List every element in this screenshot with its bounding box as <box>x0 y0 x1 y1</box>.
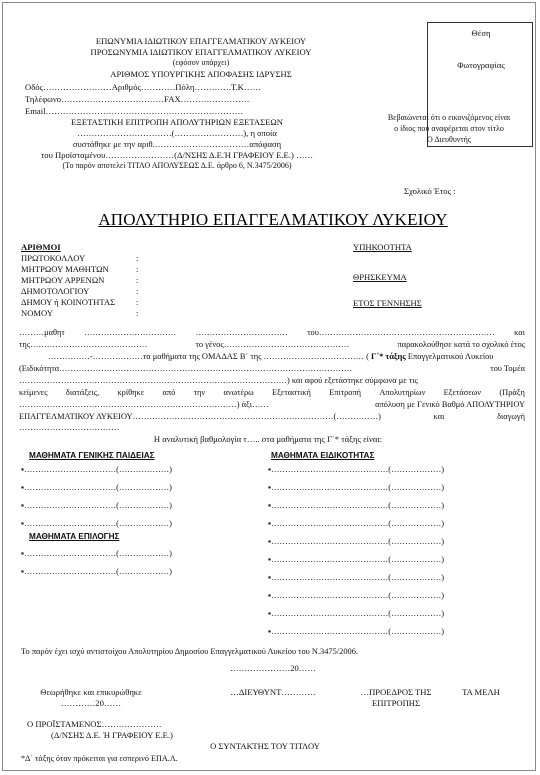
body-line-8: ΕΠΑΓΓΕΛΜΑΤΙΚΟΥ ΛΥΚΕΙΟΥ………………………………………………………………(……………) και διαγωγή <box>19 412 525 421</box>
colon: : <box>136 308 139 318</box>
body-line-7: ……………………………………………………………………) άξι…… απόλυση με Γενικό Βαθμό ΑΠΟΛΥΤΗΡΙΟΥ <box>19 400 525 409</box>
director-signature-label: …ΔΙΕΥΘΥΝΤ………… <box>230 687 316 697</box>
body-line-1: ………μαθητ …………………………… …………………………… του……………………………………………………… και <box>19 328 525 337</box>
general-grade-line: ▪……………………………(………………) <box>21 519 172 528</box>
school-year-label: Σχολικό Έτος : <box>404 186 456 196</box>
colon: : <box>136 275 139 285</box>
committee-chair-label: …ΠΡΟΕΔΡΟΣ ΤΗΣ <box>360 687 432 697</box>
committee-line-2: ……………………………(……………………), η οποία <box>77 128 277 138</box>
if-exists-note: (εφόσον υπάρχει) <box>172 58 230 67</box>
committee-line-4: του Προϊσταμένου……………………(Δ/ΝΣΗΣ Δ.Ε.Ή ΓΡΑΦΕΙΟΥ Ε.Ε.) …… <box>40 150 314 160</box>
general-grade-line: ▪……………………………(………………) <box>21 465 172 474</box>
specialty-grade-line: ▪……………………………………(………………) <box>268 519 445 528</box>
specialty-grade-line: ▪……………………………………(………………) <box>268 555 445 564</box>
male-registry-label: ΜΗΤΡΩΟΥ ΑΡΡΕΝΩΝ <box>21 275 105 285</box>
general-grade-line: ▪……………………………(………………) <box>21 501 172 510</box>
email-line: Email…………………………………………………………… <box>25 106 244 116</box>
specialty-grade-line: ▪……………………………………(………………) <box>268 609 445 618</box>
colon: : <box>136 297 139 307</box>
verify-line-2: ο ίδιος που αναφέρεται στον τίτλο <box>394 124 504 133</box>
colon: : <box>136 286 139 296</box>
municipality-label: ΔΗΜΟΥ ή ΚΟΙΝΟΤΗΤΑΣ <box>21 297 116 307</box>
body-line-3: ……………-………………τα μαθήματα της ΟΜΑΔΑΣ Β΄ της ……………………………… ( Γ΄* τάξης Επαγγελματικού Λυκείου <box>48 352 494 361</box>
specialty-grade-line: ▪……………………………………(………………) <box>268 591 445 600</box>
validation-date-line: …………20…… <box>60 698 122 708</box>
address-line: Οδός……………………Αριθμός…………Πόλη………….Τ.Κ…… <box>25 82 262 92</box>
members-label: ΤΑ ΜΕΛΗ <box>462 687 500 697</box>
checked-validated-label: Θεωρήθηκε και επικυρώθηκε <box>40 687 142 697</box>
protocol-number-label: ΠΡΩΤΟΚΟΛΛΟΥ <box>21 253 86 263</box>
verify-line-1: Βεβαιώνεται ότι ο εικονιζόμενος είναι <box>387 113 511 122</box>
general-subjects-heading: ΜΑΘΗΜΑΤΑ ΓΕΝΙΚΗΣ ΠΑΙΔΕΙΑΣ <box>29 451 155 460</box>
title-of-release-note: (Το παρόν αποτελεί ΤΙΤΛΟ ΑΠΟΛΥΣΕΩΣ Δ.Ε. άρθρο 6, Ν.3475/2006) <box>62 161 292 170</box>
general-grade-line: ▪……………………………(………………) <box>21 483 172 492</box>
colon: : <box>136 253 139 263</box>
body-line-6: κείμενες διατάξεις, κρίθηκε από την ανωτέρω Εξεταστική Επιτροπή Απολυτηρίων Εξετάσεων (Πράξη <box>19 388 525 397</box>
committee-chair-label-2: ΕΠΙΤΡΟΠΗΣ <box>372 698 420 708</box>
issue-date-line: …………………20…… <box>230 663 316 673</box>
document-title: ΑΠΟΛΥΤΗΡΙΟ ΕΠΑΓΓΕΛΜΑΤΙΚΟΥ ΛΥΚΕΙΟΥ <box>98 210 448 229</box>
municipal-registry-label: ΔΗΜΟΤΟΛΟΓΙΟΥ <box>21 286 90 296</box>
elective-subjects-heading: ΜΑΘΗΜΑΤΑ ΕΠΙΛΟΓΗΣ <box>29 532 120 541</box>
birth-year-label: ΕΤΟΣ ΓΕΝΝΗΣΗΣ <box>353 298 422 308</box>
specialty-grade-line: ▪……………………………………(………………) <box>268 465 445 474</box>
body-line-4: (Ειδικότητα…………………………………………………………………………………………… του Τομέα <box>19 364 525 373</box>
religion-label: ΘΡΗΣΚΕΥΜΑ <box>353 272 407 282</box>
photo-label-photo: Φωτογραφίας <box>457 60 505 70</box>
citizenship-label: ΥΠΗΚΟΟΤΗΤΑ <box>353 242 412 252</box>
certificate-page <box>2 2 536 771</box>
analytical-grades-intro: Η αναλυτική βαθμολογία τ….. στα μαθήματα της Γ΄* τάξης είναι: <box>153 434 383 444</box>
supervisor-label: Ο ΠΡΟΪΣΤΑΜΕΝΟΣ………………… <box>27 719 162 729</box>
school-alias-line: ΠΡΟΣΩΝΥΜΙΑ ΙΔΙΩΤΙΚΟΥ ΕΠΑΓΓΕΛΜΑΤΙΚΟΥ ΛΥΚΕΙΟΥ <box>90 47 312 57</box>
supervisor-office-label: (Δ/ΝΣΗΣ Δ.Ε. Ή ΓΡΑΦΕΙΟΥ Ε.Ε.) <box>51 730 173 740</box>
specialty-grade-line: ▪……………………………………(………………) <box>268 483 445 492</box>
numbers-heading: ΑΡΙΘΜΟΙ <box>21 242 61 252</box>
verify-director: Ο Διευθυντής <box>427 135 471 144</box>
committee-title: ΕΞΕΤΑΣΤΙΚΗ ΕΠΙΤΡΟΠΗ ΑΠΟΛΥΤΗΡΙΩΝ ΕΞΕΤΑΣΕΩΝ <box>71 117 283 127</box>
body-line-9: ……………………………… <box>19 423 120 432</box>
decision-number-line: ΑΡΙΘΜΟΣ ΥΠΟΥΡΓΙΚΗΣ ΑΠΟΦΑΣΗΣ ΙΔΡΥΣΗΣ <box>110 69 292 79</box>
specialty-grade-line: ▪……………………………………(………………) <box>268 537 445 546</box>
specialty-grade-line: ▪……………………………………(………………) <box>268 573 445 582</box>
colon: : <box>136 264 139 274</box>
equivalence-statement: Το παρόν έχει ισχύ αντιστοίχου Απολυτηρίου Δημοσίου Επαγγελματικού Λυκείου του Ν.3475/2006. <box>21 647 358 656</box>
elective-grade-line: ▪……………………………(………………) <box>21 549 172 558</box>
certificate-composer-label: Ο ΣΥΝΤΑΚΤΗΣ ΤΟΥ ΤΙΤΛΟΥ <box>210 741 320 751</box>
school-name-line: ΕΠΩΝΥΜΙΑ ΙΔΙΩΤΙΚΟΥ ΕΠΑΓΓΕΛΜΑΤΙΚΟΥ ΛΥΚΕΙΟΥ <box>95 36 307 46</box>
student-registry-label: ΜΗΤΡΩΟΥ ΜΑΘΗΤΩΝ <box>21 264 109 274</box>
photo-label-position: Θέση <box>471 28 491 38</box>
elective-grade-line: ▪……………………………(………………) <box>21 567 172 576</box>
prefecture-label: ΝΟΜΟΥ <box>21 308 54 318</box>
phone-fax-line: Τηλέφωνο………………………………FAX…………………… <box>25 94 250 104</box>
specialty-grade-line: ▪……………………………………(………………) <box>268 501 445 510</box>
specialty-grade-line: ▪……………………………………(………………) <box>268 627 445 636</box>
evening-school-footnote: *Δ΄ τάξης όταν πρόκειται για εσπερινό ΕΠΑ.Λ. <box>21 754 178 763</box>
body-line-2: της…………………………………… το γένος……………………………………… παρακολούθησε κατά το σχολικό έτος <box>19 340 525 349</box>
committee-line-3: συστάθηκε με την αριθ.……………………………απόφαση <box>72 139 282 149</box>
specialty-subjects-heading: ΜΑΘΗΜΑΤΑ ΕΙΔΙΚΟΤΗΤΑΣ <box>271 451 375 460</box>
body-line-5: ……………………………………………………………………………………) και αφού εξετάστηκε σύμφωνα με τις <box>19 376 418 385</box>
